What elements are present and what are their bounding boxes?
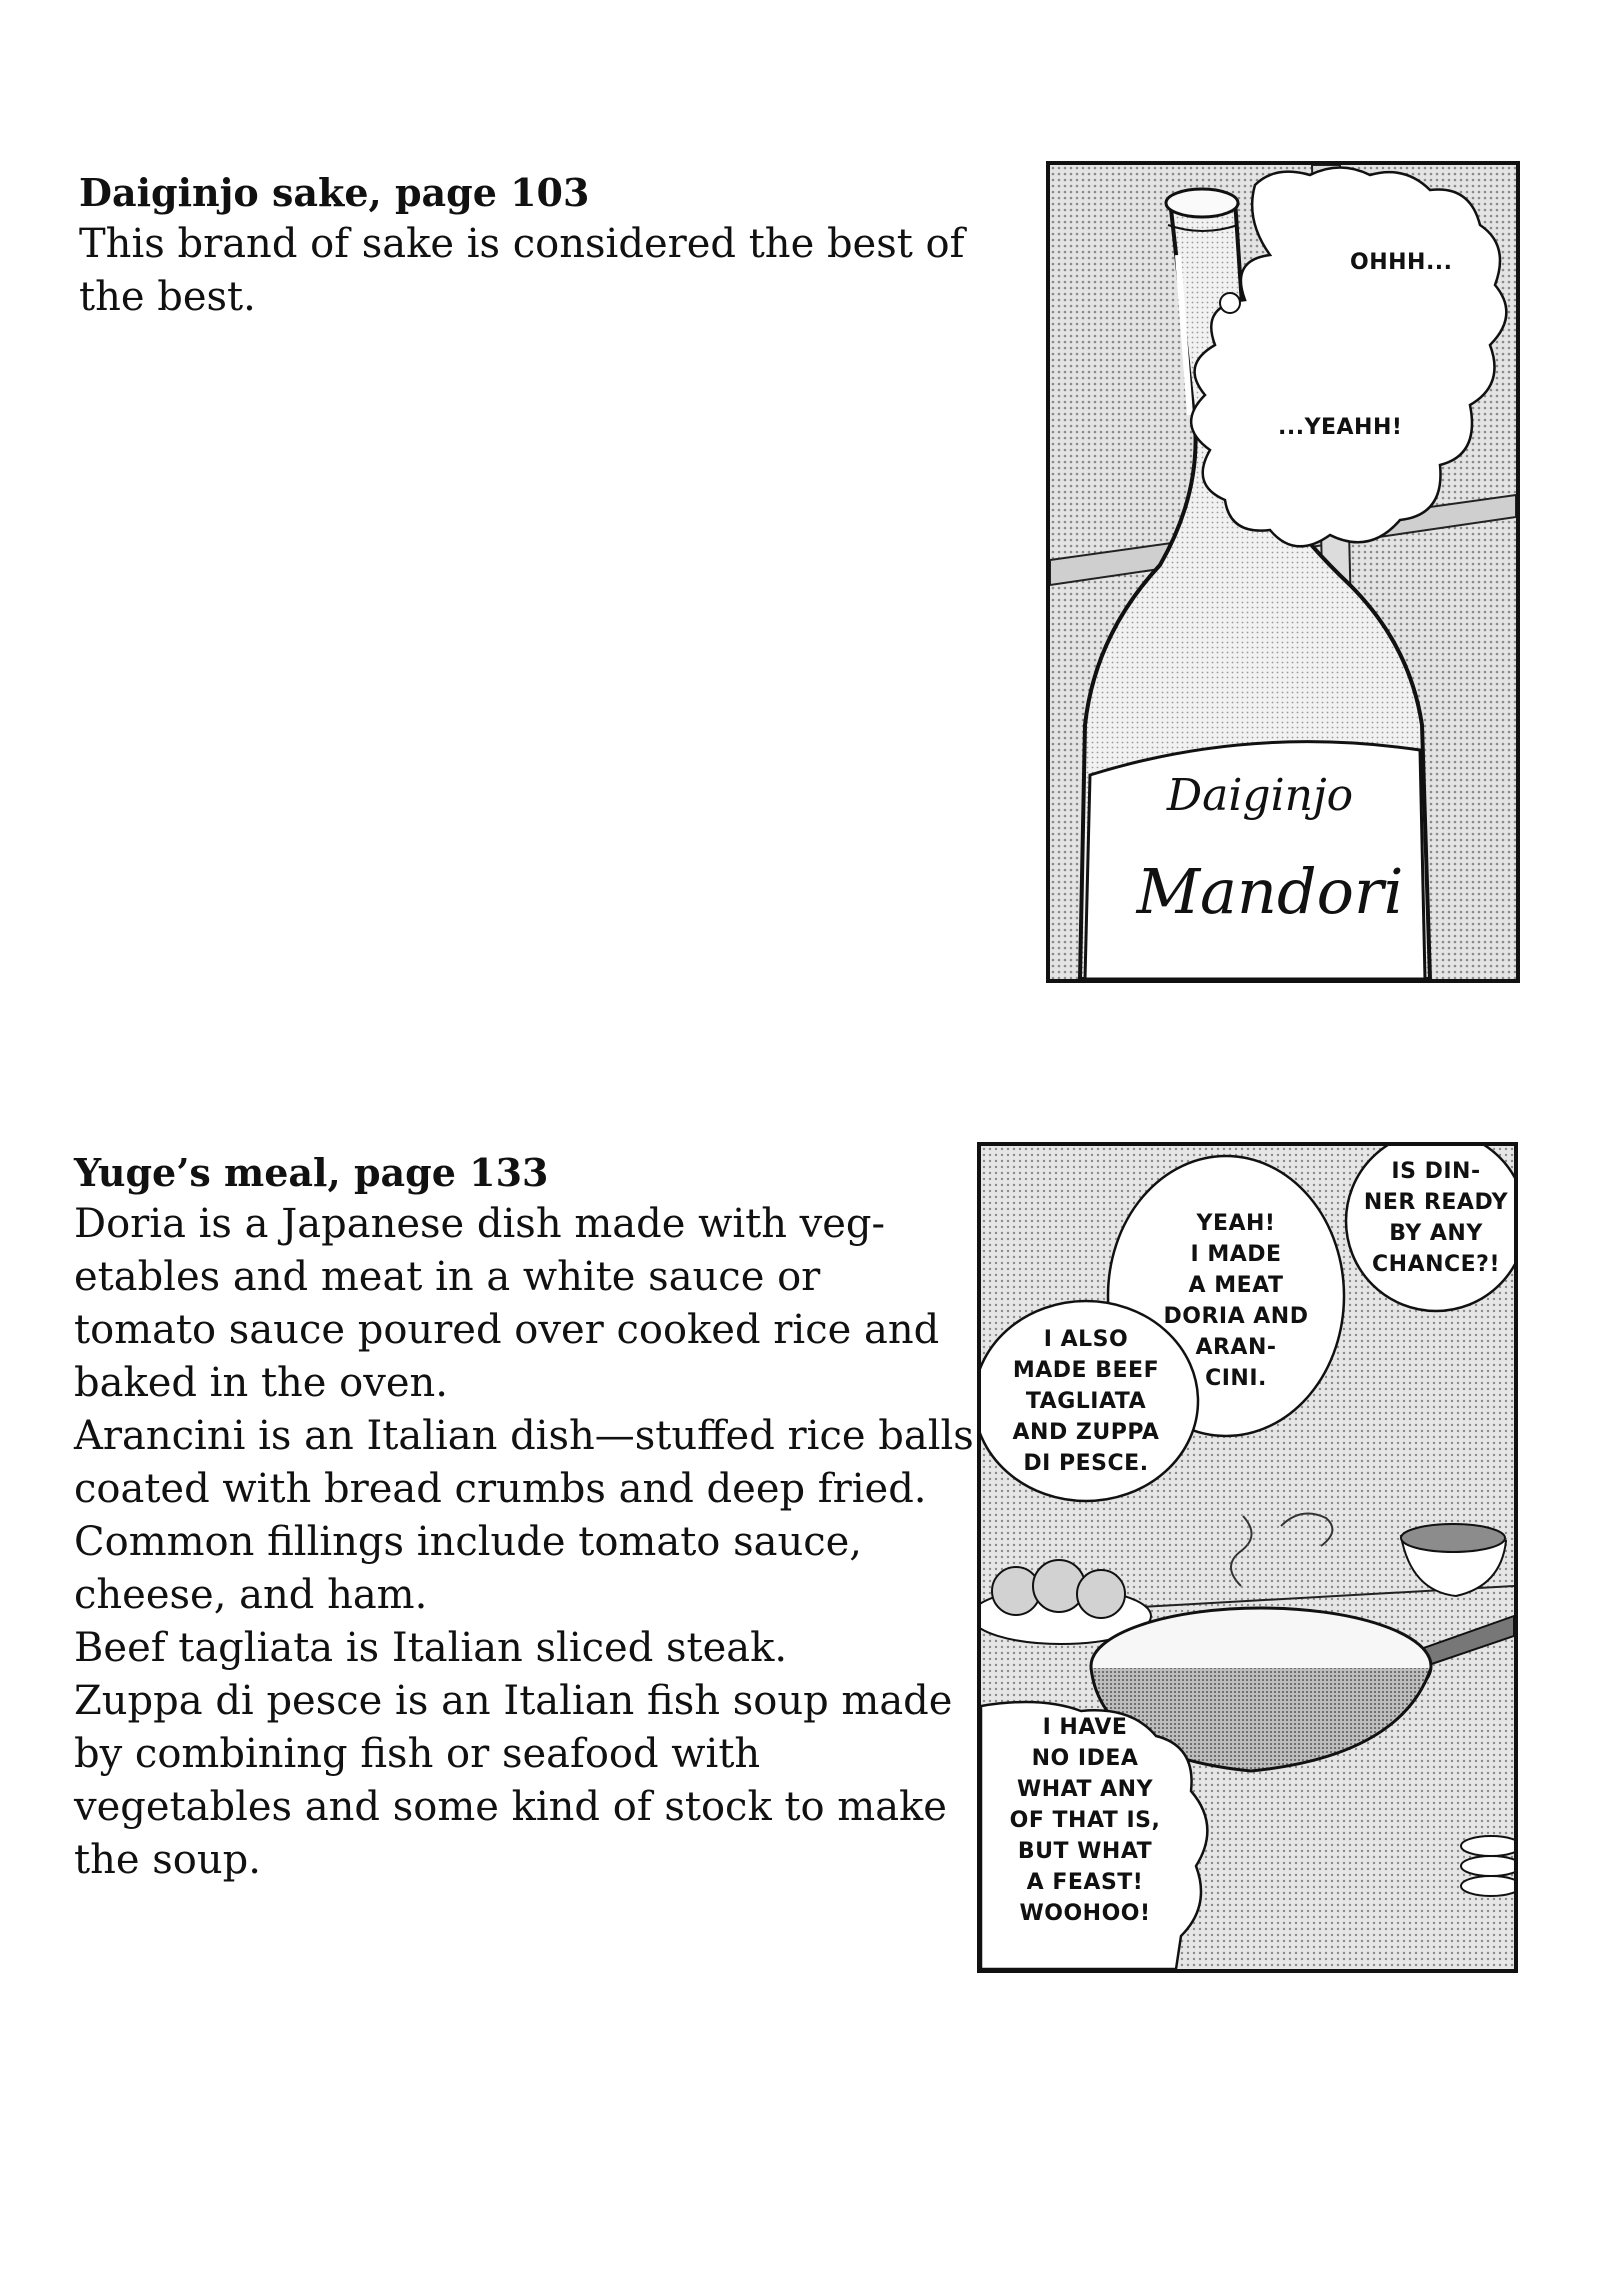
note-paragraph-arancini: Arancini is an Italian dish—stuffed rice balls coated with bread crumbs and deep fried. Common fillings include tomato sauce, cheese, and ham. [74, 1413, 974, 1618]
note-title: Daiginjo sake, page 103 [79, 170, 590, 215]
balloon-beef-tagliata: I ALSO MADE BEEF TAGLIATA AND ZUPPA DI PESCE. [1012, 1327, 1160, 1476]
note-paragraph-zuppa: Zuppa di pesce is an Italian fish soup made by combining fish or seafood with vegetables and some kind of stock to make the soup. [74, 1678, 953, 1883]
note-title: Yuge’s meal, page 133 [74, 1150, 549, 1195]
bottle-label-mandori: Mandori [1136, 855, 1404, 928]
balloon-yeahh: ...YEAHH! [1278, 415, 1403, 440]
bottle-label-daiginjo: Daiginjo [1166, 770, 1354, 821]
note-daiginjo-sake [79, 168, 999, 324]
note-paragraph-doria: Doria is a Japanese dish made with veg-etables and meat in a white sauce or tomato sauce poured over cooked rice and baked in the oven. [74, 1201, 940, 1406]
manga-panel-meal [977, 1142, 1518, 1973]
note-yuges-meal [74, 1148, 974, 1887]
balloon-dinner-ready: IS DIN- NER READY BY ANY CHANCE?! [1363, 1159, 1509, 1277]
balloon-yeah-doria: YEAH! I MADE A MEAT DORIA AND ARAN- CINI. [1163, 1211, 1309, 1391]
balloon-ohhh: OHHH... [1350, 250, 1453, 275]
balloon-what-a-feast: I HAVE NO IDEA WHAT ANY OF THAT IS, BUT WHAT A FEAST! WOOHOO! [1009, 1715, 1161, 1926]
note-paragraph-tagliata: Beef tagliata is Italian sliced steak. [74, 1625, 788, 1671]
manga-panel-sake-bottle [1046, 161, 1520, 983]
note-body: This brand of sake is considered the best of the best. [79, 221, 965, 320]
